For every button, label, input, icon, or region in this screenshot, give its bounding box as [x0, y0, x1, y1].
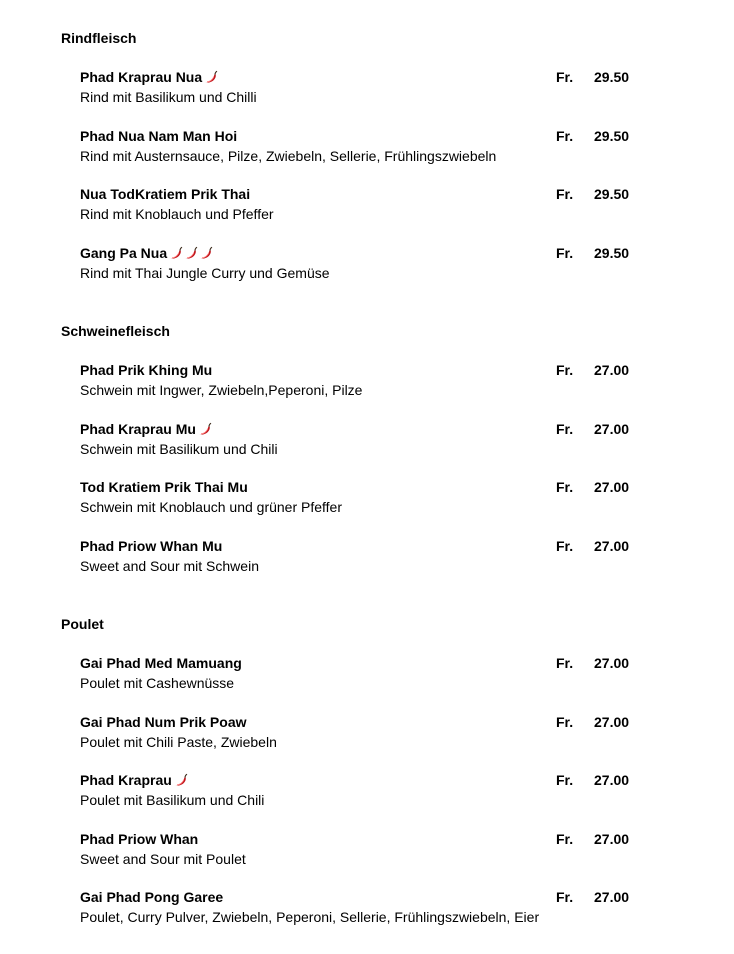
menu-item-name-row: [80, 889, 223, 905]
section-title: Schweinefleisch: [61, 323, 170, 339]
menu-item: [80, 889, 660, 929]
menu-item-currency: Fr.: [556, 772, 574, 788]
menu-item-description: Rind mit Basilikum und Chilli: [80, 89, 257, 105]
menu-item-currency: Fr.: [556, 362, 574, 378]
chili-pepper-icon: [203, 70, 218, 84]
menu-item-currency: Fr.: [556, 186, 574, 202]
menu-item-description: Sweet and Sour mit Schwein: [80, 558, 259, 574]
menu-item-price: 27.00: [594, 362, 630, 378]
menu-item-name-row: [80, 538, 222, 554]
menu-item-name-row: [80, 245, 213, 261]
menu-item: [80, 772, 660, 812]
menu-item-currency: Fr.: [556, 128, 574, 144]
menu-item-name: Phad Nua Nam Man Hoi: [80, 128, 238, 144]
menu-item-price: 29.50: [594, 128, 630, 144]
spicy-level: [173, 773, 188, 787]
menu-item-price: 27.00: [594, 714, 630, 730]
menu-item-description: Poulet mit Basilikum und Chili: [80, 792, 265, 808]
menu-item-name: Gang Pa Nua: [80, 245, 168, 261]
spicy-level: [168, 246, 213, 260]
menu-item-currency: Fr.: [556, 479, 574, 495]
menu-item: [80, 479, 660, 519]
chili-pepper-icon: [198, 246, 213, 260]
menu-item-description: Schwein mit Knoblauch und grüner Pfeffer: [80, 499, 343, 515]
menu-item-name-row: [80, 772, 188, 788]
menu-item-currency: Fr.: [556, 538, 574, 554]
menu-item-name-row: [80, 479, 248, 495]
spicy-level: [203, 70, 218, 84]
menu-item-currency: Fr.: [556, 421, 574, 437]
menu-item-description: Sweet and Sour mit Poulet: [80, 851, 246, 867]
menu-item-currency: Fr.: [556, 655, 574, 671]
section-title: Poulet: [61, 616, 104, 632]
menu-item-price: 27.00: [594, 772, 630, 788]
menu-item-name-row: [80, 69, 218, 85]
menu-item-description: Poulet, Curry Pulver, Zwiebeln, Peperoni, Sellerie, Frühlingszwiebeln, Eier: [80, 909, 540, 925]
menu-item-name: Phad Kraprau Nua: [80, 69, 203, 85]
menu-item-currency: Fr.: [556, 831, 574, 847]
menu-item: [80, 655, 660, 695]
menu-item-price: 29.50: [594, 245, 630, 261]
menu-item: [80, 186, 660, 226]
spicy-level: [197, 422, 212, 436]
menu-item-name: Tod Kratiem Prik Thai Mu: [80, 479, 248, 495]
menu-item-price: 27.00: [594, 655, 630, 671]
section-title: Rindfleisch: [61, 30, 137, 46]
menu-item-currency: Fr.: [556, 69, 574, 85]
menu-item-description: Rind mit Knoblauch und Pfeffer: [80, 206, 274, 222]
menu-item-name: Phad Kraprau: [80, 772, 172, 788]
menu-item-currency: Fr.: [556, 714, 574, 730]
menu-item-description: Schwein mit Basilikum und Chili: [80, 441, 278, 457]
menu-item-name: Phad Prik Khing Mu: [80, 362, 213, 378]
menu-item-name: Gai Phad Num Prik Poaw: [80, 714, 247, 730]
menu-item-currency: Fr.: [556, 245, 574, 261]
menu-item-name: Phad Priow Whan Mu: [80, 538, 223, 554]
menu-item: [80, 362, 660, 402]
menu-item-name: Phad Kraprau Mu: [80, 421, 196, 437]
menu-item-name-row: [80, 714, 247, 730]
menu-item: [80, 69, 660, 109]
menu-item-price: 27.00: [594, 889, 630, 905]
menu-item: [80, 538, 660, 578]
menu-item-price: 29.50: [594, 186, 630, 202]
menu-item-price: 27.00: [594, 831, 630, 847]
menu-item-price: 27.00: [594, 479, 630, 495]
menu-item-description: Schwein mit Ingwer, Zwiebeln,Peperoni, Pilze: [80, 382, 363, 398]
menu-item-name: Nua TodKratiem Prik Thai: [80, 186, 251, 202]
menu-item: [80, 714, 660, 754]
menu-item-name: Gai Phad Pong Garee: [80, 889, 224, 905]
menu-item-description: Rind mit Austernsauce, Pilze, Zwiebeln, Sellerie, Frühlingszwiebeln: [80, 148, 497, 164]
chili-pepper-icon: [173, 773, 188, 787]
menu-item-name: Gai Phad Med Mamuang: [80, 655, 242, 671]
menu-item-price: 27.00: [594, 538, 630, 554]
menu-item: [80, 128, 660, 168]
menu-item: [80, 831, 660, 871]
menu-item-price: 29.50: [594, 69, 630, 85]
menu-item: [80, 245, 660, 285]
menu-item-name-row: [80, 186, 250, 202]
chili-pepper-icon: [168, 246, 183, 260]
menu-item-currency: Fr.: [556, 889, 574, 905]
menu-item-price: 27.00: [594, 421, 630, 437]
menu-item-description: Poulet mit Cashewnüsse: [80, 675, 235, 691]
menu-item-name-row: [80, 128, 237, 144]
chili-pepper-icon: [183, 246, 198, 260]
menu-item-name: Phad Priow Whan: [80, 831, 199, 847]
menu-item-description: Rind mit Thai Jungle Curry und Gemüse: [80, 265, 330, 281]
menu-item: [80, 421, 660, 461]
menu-item-name-row: [80, 421, 212, 437]
menu-item-description: Poulet mit Chili Paste, Zwiebeln: [80, 734, 277, 750]
chili-pepper-icon: [197, 422, 212, 436]
menu-item-name-row: [80, 362, 212, 378]
menu-item-name-row: [80, 655, 242, 671]
menu-item-name-row: [80, 831, 198, 847]
